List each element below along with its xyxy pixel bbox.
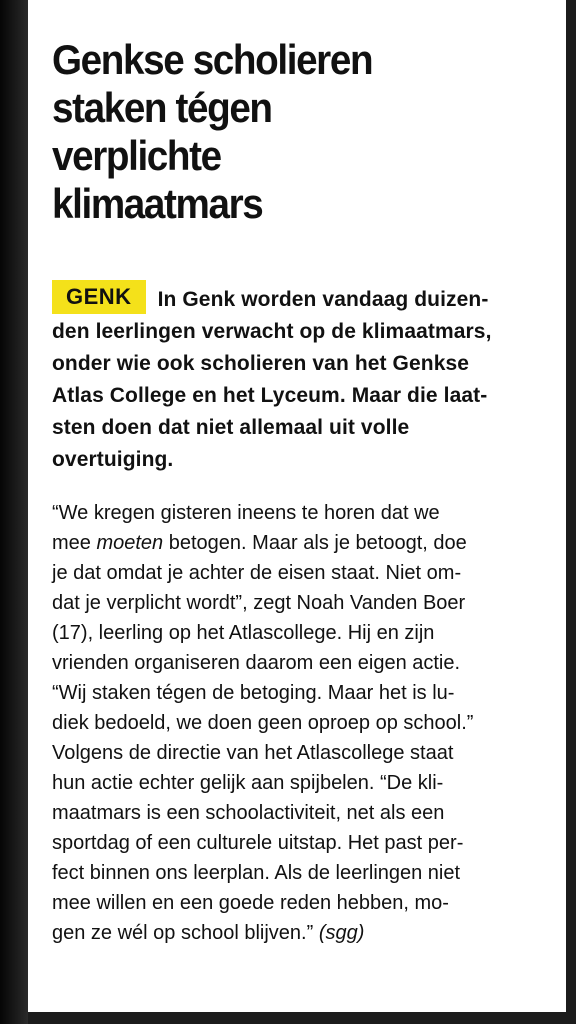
lead-line: den leerlingen verwacht op de klimaatmars, [52, 320, 492, 343]
article-body [52, 498, 542, 948]
lead-line: In Genk worden vandaag duizen- [157, 288, 489, 311]
headline-line: Genkse scholieren [52, 36, 373, 83]
headline-line: klimaatmars [52, 180, 263, 227]
page-edge-shadow [0, 0, 28, 1024]
body-line: fect binnen ons leerplan. Als de leerlingen niet [52, 862, 461, 884]
lead-line: Atlas College en het Lyceum. Maar die laat- [52, 384, 488, 407]
body-line: Volgens de directie van het Atlascollege staat [52, 742, 454, 764]
body-emphasis: moeten [96, 532, 164, 554]
body-line: maatmars is een schoolactiviteit, net als een [52, 802, 445, 824]
lead-line: onder wie ook scholieren van het Genkse [52, 352, 470, 375]
dateline-badge: GENK [52, 280, 146, 314]
body-text: gen ze wél op school blijven.” [52, 922, 319, 944]
author-credit: (sgg) [318, 922, 365, 944]
lead-first-line [52, 280, 542, 316]
body-line: mee willen en een goede reden hebben, mo- [52, 892, 449, 914]
body-line: “We kregen gisteren ineens te horen dat we [52, 502, 440, 524]
body-line: diek bedoeld, we doen geen oproep op school.” [52, 712, 474, 734]
headline-line: staken tégen [52, 84, 272, 131]
lead-line: sten doen dat niet allemaal uit volle [52, 416, 410, 439]
newspaper-article [28, 0, 566, 1012]
body-line-with-emphasis [52, 528, 542, 558]
article-headline [52, 36, 530, 228]
body-line: “Wij staken tégen de betoging. Maar het is lu- [52, 682, 455, 704]
body-line: vrienden organiseren daarom een eigen actie. [52, 652, 461, 674]
article-lead [52, 280, 542, 476]
body-last-line [52, 918, 542, 948]
body-line: dat je verplicht wordt”, zegt Noah Vanden Boer [52, 592, 466, 614]
headline-line: verplichte [52, 132, 221, 179]
body-line: (17), leerling op het Atlascollege. Hij en zijn [52, 622, 435, 644]
body-line: je dat omdat je achter de eisen staat. Niet om- [52, 562, 462, 584]
body-line: hun actie echter gelijk aan spijbelen. “De kli- [52, 772, 444, 794]
lead-line: overtuiging. [52, 448, 174, 471]
body-text: mee [52, 532, 97, 554]
body-line: sportdag of een culturele uitstap. Het past per- [52, 832, 464, 854]
body-text: betogen. Maar als je betoogt, doe [163, 532, 467, 554]
